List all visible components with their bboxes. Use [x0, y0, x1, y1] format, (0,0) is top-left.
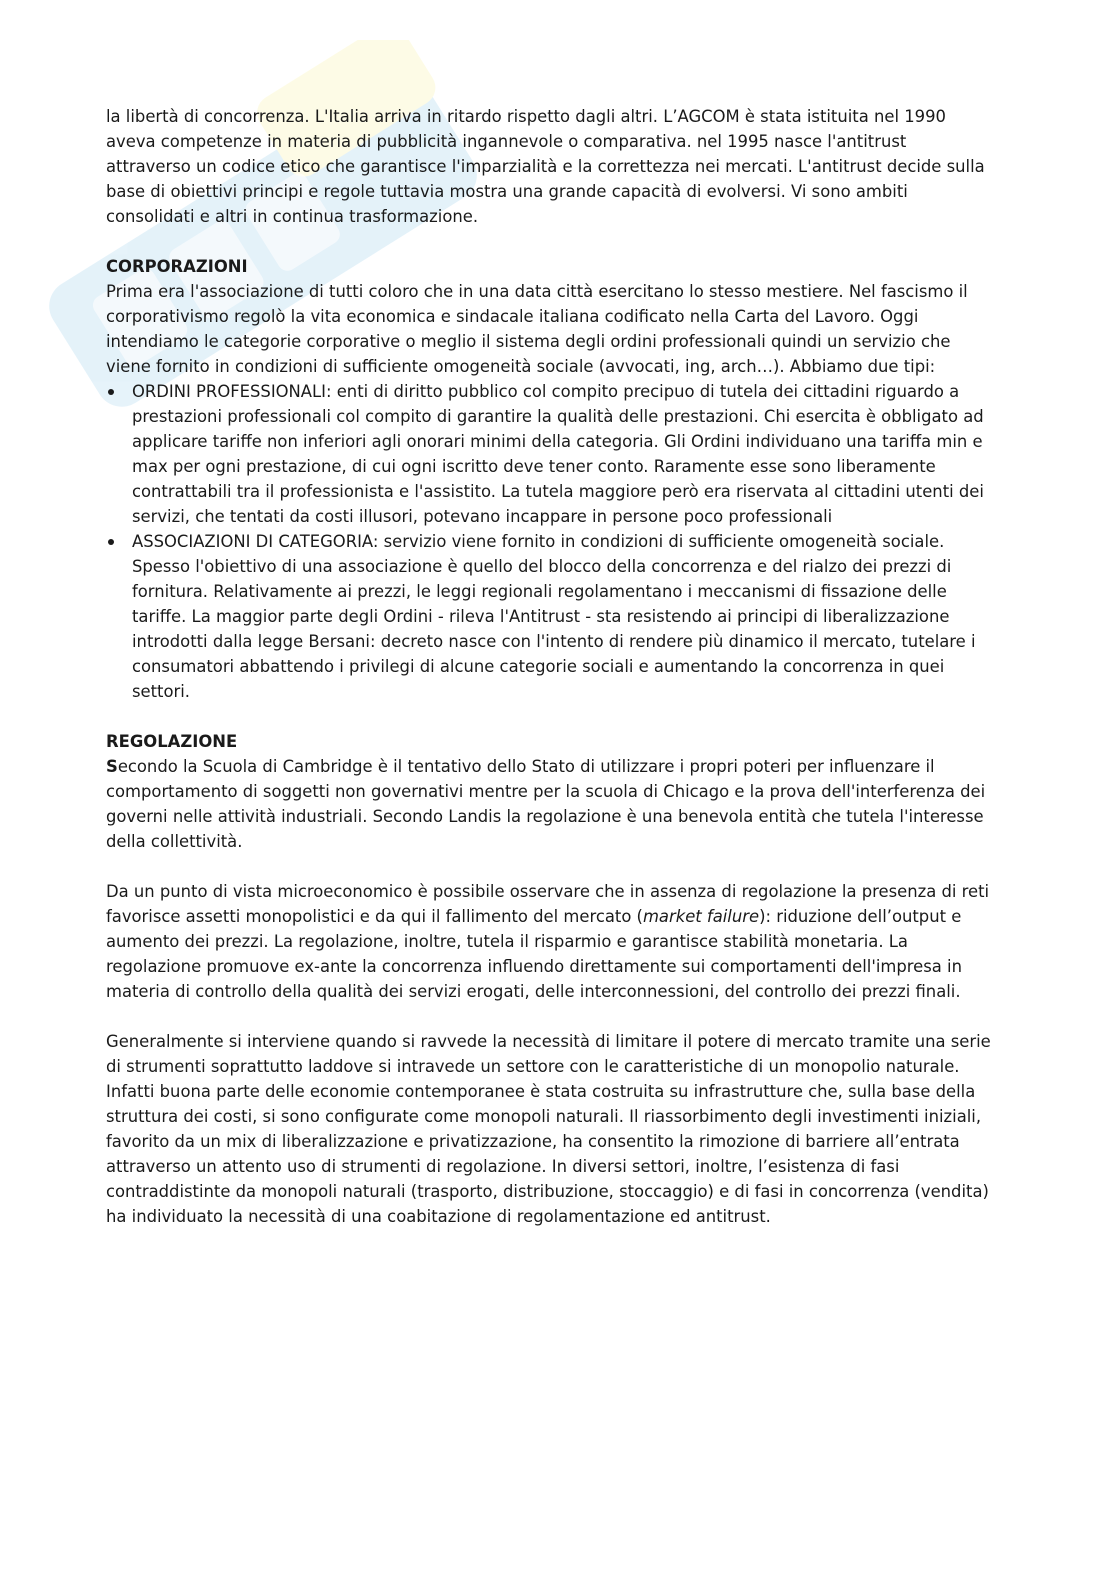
bullet-text-ordini: ORDINI PROFESSIONALI: enti di diritto pubblico col compito precipuo di tutela dei cittadini riguardo a prestazioni professionali col compito di garantire la qualità delle prestazioni. Chi esercita è obbligato ad applicare tariffe non inferiori agli onorari minimi della categoria. Gli Ordini individuano una tariffa min e max per ogni prestazione, di cui ogni iscritto deve tener conto. Raramente esse sono liberamente contrattabili tra il professionista e l'assistito. La tutela maggiore però era riservata al cittadini utenti dei servizi, che tentati da costi illusori, potevano incappare in persone poco professionali	[132, 382, 984, 526]
intro-paragraph: la libertà di concorrenza. L'Italia arriva in ritardo rispetto dagli altri. L’AGCOM è stata istituita nel 1990 aveva competenze in materia di pubblicità ingannevole o comparativa. nel 1995 nasce l'antitrust attraverso un codice etico che garantisce l'imparzialità e la correttezza nei mercati. L'antitrust decide sulla base di obiettivi principi e regole tuttavia mostra una grande capacità di evolversi. Vi sono ambiti consolidati e altri in continua trasformazione.	[106, 107, 985, 226]
bullet-icon	[108, 539, 114, 545]
section-heading-regolazione: REGOLAZIONE	[106, 732, 238, 751]
regolazione-paragraph-2	[106, 879, 996, 1004]
regolazione-paragraph-2-start: Da un punto di vista microeconomico è possibile osservare che in assenza di regolazione la presenza di reti favorisce assetti monopolistici e da qui il fallimento del mercato (	[106, 882, 990, 926]
section-heading-corporazioni: CORPORAZIONI	[106, 257, 248, 276]
list-item	[106, 529, 996, 704]
list-item	[106, 379, 996, 529]
bullet-text-associazioni: ASSOCIAZIONI DI CATEGORIA: servizio viene fornito in condizioni di sufficiente omogeneità sociale. Spesso l'obiettivo di una associazione è quello del blocco della concorrenza e del rialzo dei prezzi di fornitura. Relativamente ai prezzi, le leggi regionali regolamentano i meccanismi di fissazione delle tariffe. La maggior parte degli Ordini - rileva l'Antitrust - sta resistendo ai principi di liberalizzazione introdotti dalla legge Bersani: decreto nasce con l'intento di rendere più dinamico il mercato, tutelare i consumatori abbattendo i privilegi di alcune categorie sociali e aumentando la concorrenza in quei settori.	[132, 532, 976, 701]
regolazione-paragraph-1	[106, 754, 996, 854]
regolazione-paragraph-2-end: ): riduzione dell’output e aumento dei prezzi. La regolazione, inoltre, tutela il risparmio e garantisce stabilità monetaria. La regolazione promuove ex-ante la concorrenza influendo direttamente sui comportamenti dell'impresa in materia di controllo della qualità dei servizi erogati, delle interconnessioni, del controllo dei prezzi finali.	[106, 907, 962, 1001]
corporazioni-paragraph: Prima era l'associazione di tutti coloro che in una data città esercitano lo stesso mestiere. Nel fascismo il corporativismo regolò la vita economica e sindacale italiana codificato nella Carta del Lavoro. Oggi intendiamo le categorie corporative o meglio il sistema degli ordini professionali quindi un servizio che viene fornito in condizioni di sufficiente omogeneità sociale (avvocati, ing, arch…). Abbiamo due tipi:	[106, 282, 968, 376]
regolazione-paragraph-1-text: econdo la Scuola di Cambridge è il tentativo dello Stato di utilizzare i propri poteri per influenzare il comportamento di soggetti non governativi mentre per la scuola di Chicago e la prova dell'interferenza dei governi nelle attività industriali. Secondo Landis la regolazione è una benevola entità che tutela l'interesse della collettività.	[106, 757, 986, 851]
document-page	[106, 104, 996, 1229]
initial-letter: S	[106, 757, 118, 776]
regolazione-paragraph-3: Generalmente si interviene quando si ravvede la necessità di limitare il potere di mercato tramite una serie di strumenti soprattutto laddove si intravede un settore con le caratteristiche di un monopolio naturale. Infatti buona parte delle economie contemporanee è stata costruita su infrastrutture che, sulla base della struttura dei costi, si sono configurate come monopoli naturali. Il riassorbimento degli investimenti iniziali, favorito da un mix di liberalizzazione e privatizzazione, ha consentito la rimozione di barriere all’entrata attraverso un attento uso di strumenti di regolazione. In diversi settori, inoltre, l’esistenza di fasi contraddistinte da monopoli naturali (trasporto, distribuzione, stoccaggio) e di fasi in concorrenza (vendita) ha individuato la necessità di una coabitazione di regolamentazione ed antitrust.	[106, 1032, 991, 1226]
corporazioni-bullet-list	[106, 379, 996, 704]
italic-term: market failure	[642, 907, 760, 926]
bullet-icon	[108, 389, 114, 395]
